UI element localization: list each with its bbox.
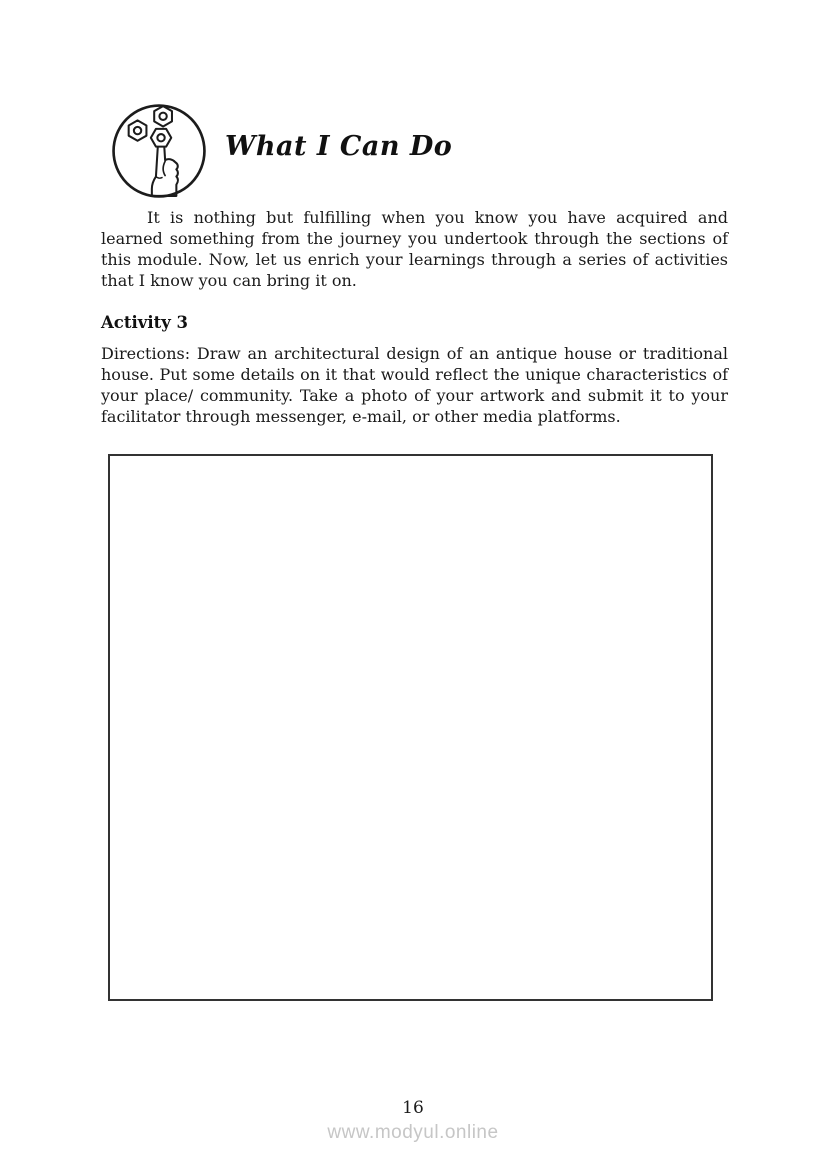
watermark-text: www.modyul.online bbox=[327, 1122, 499, 1143]
hand-with-nuts-icon bbox=[111, 103, 207, 199]
directions-paragraph: Directions: Draw an architectural design of an antique house or traditional house. Put some details on it that would reflect the unique characteristics of your place/ community. Take a photo of your artwork and submit it to your facilitator through messenger, e-mail, or other media platforms. bbox=[101, 344, 728, 426]
intro-paragraph: It is nothing but fulfilling when you know you have acquired and learned something from the journey you undertook through the sections of this module. Now, let us enrich your learnings through a series of activities that I know you can bring it on. bbox=[101, 208, 728, 290]
section-title: What I Can Do bbox=[225, 131, 453, 162]
page-number: 16 bbox=[402, 1098, 424, 1118]
what-i-can-do-icon bbox=[111, 103, 207, 199]
activity-heading: Activity 3 bbox=[101, 313, 189, 332]
drawing-area-box bbox=[108, 454, 713, 1001]
